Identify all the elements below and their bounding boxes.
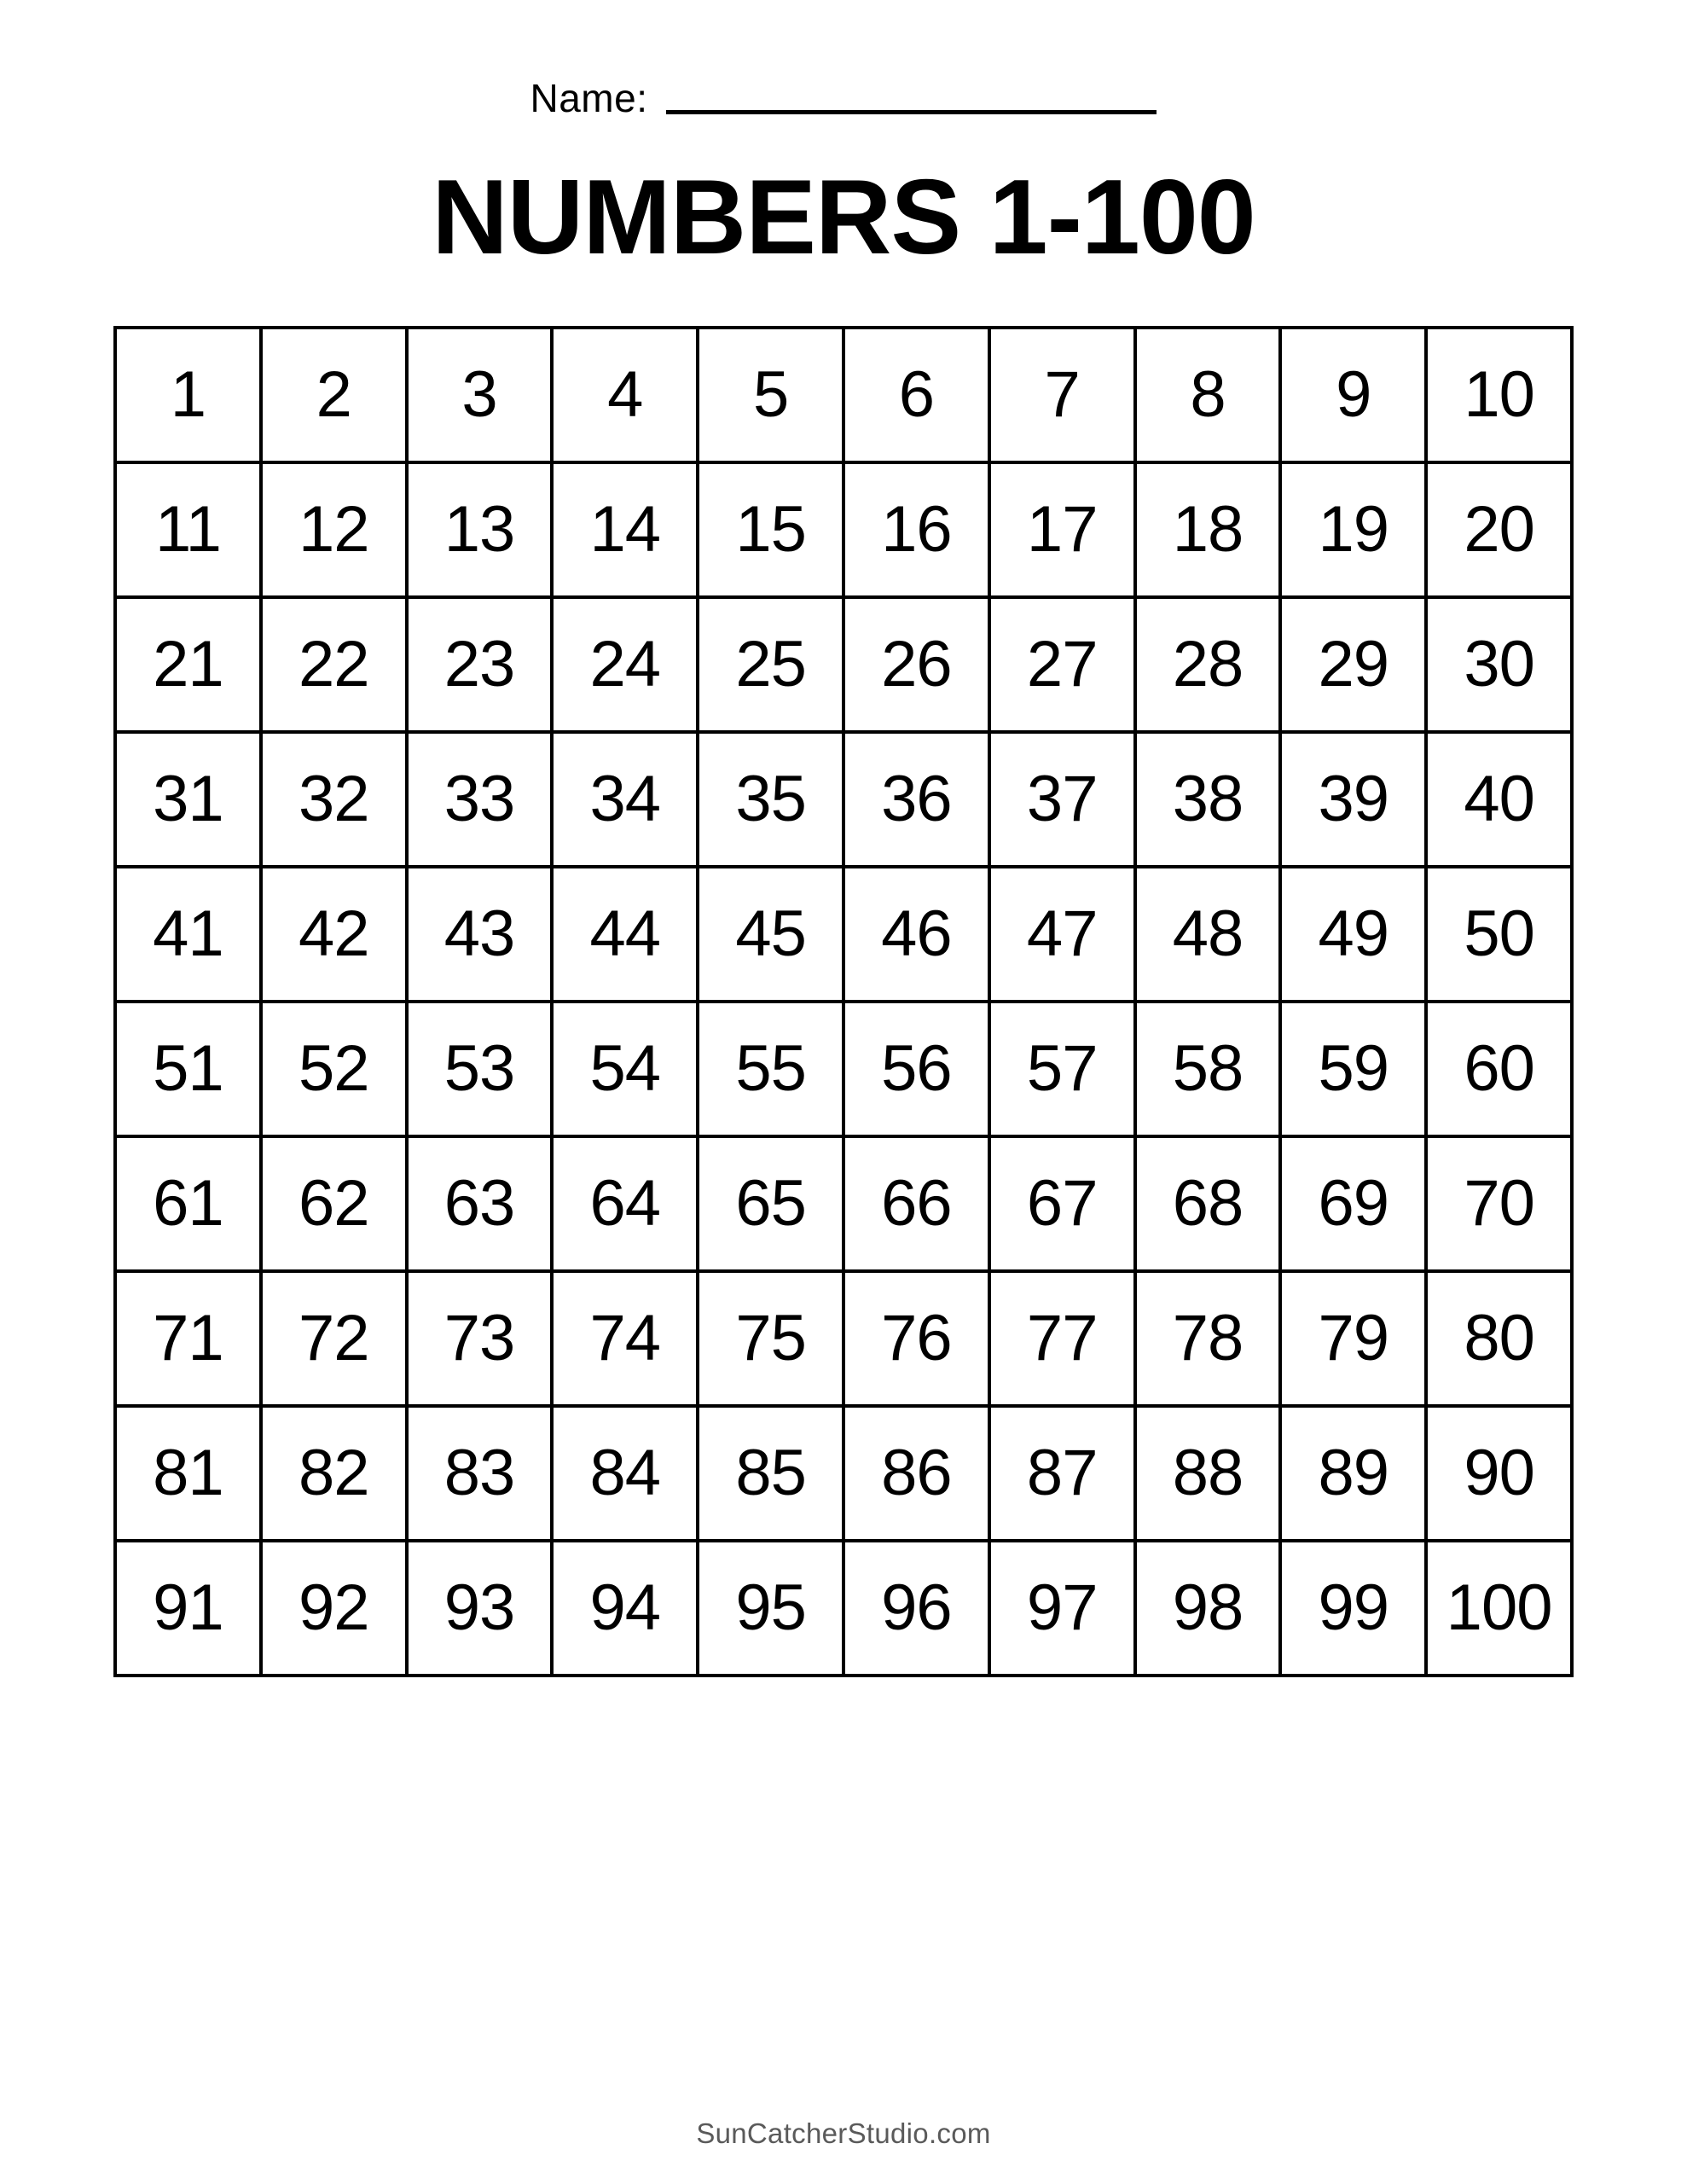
number-cell[interactable]: 10	[1426, 328, 1572, 462]
number-grid-container	[113, 326, 1574, 1677]
table-row	[115, 867, 1572, 1002]
number-cell[interactable]: 36	[844, 732, 989, 867]
number-cell[interactable]: 33	[407, 732, 553, 867]
number-cell[interactable]: 90	[1426, 1406, 1572, 1541]
number-cell[interactable]: 51	[115, 1002, 261, 1136]
number-cell[interactable]: 91	[115, 1541, 261, 1676]
number-cell[interactable]: 68	[1135, 1136, 1281, 1271]
number-cell[interactable]: 42	[261, 867, 407, 1002]
number-cell[interactable]: 9	[1280, 328, 1426, 462]
number-cell[interactable]: 44	[552, 867, 698, 1002]
number-cell[interactable]: 70	[1426, 1136, 1572, 1271]
number-cell[interactable]: 89	[1280, 1406, 1426, 1541]
number-cell[interactable]: 21	[115, 597, 261, 732]
number-cell[interactable]: 94	[552, 1541, 698, 1676]
number-cell[interactable]: 55	[698, 1002, 844, 1136]
number-cell[interactable]: 15	[698, 462, 844, 597]
number-cell[interactable]: 87	[989, 1406, 1135, 1541]
number-cell[interactable]: 38	[1135, 732, 1281, 867]
number-cell[interactable]: 23	[407, 597, 553, 732]
number-cell[interactable]: 43	[407, 867, 553, 1002]
number-cell[interactable]: 3	[407, 328, 553, 462]
number-cell[interactable]: 6	[844, 328, 989, 462]
number-cell[interactable]: 60	[1426, 1002, 1572, 1136]
number-grid	[113, 326, 1574, 1677]
number-cell[interactable]: 95	[698, 1541, 844, 1676]
number-cell[interactable]: 98	[1135, 1541, 1281, 1676]
number-cell[interactable]: 1	[115, 328, 261, 462]
number-cell[interactable]: 14	[552, 462, 698, 597]
number-cell[interactable]: 99	[1280, 1541, 1426, 1676]
number-cell[interactable]: 59	[1280, 1002, 1426, 1136]
number-cell[interactable]: 19	[1280, 462, 1426, 597]
number-cell[interactable]: 53	[407, 1002, 553, 1136]
number-cell[interactable]: 81	[115, 1406, 261, 1541]
number-cell[interactable]: 31	[115, 732, 261, 867]
number-cell[interactable]: 26	[844, 597, 989, 732]
page-title: NUMBERS 1-100	[432, 159, 1255, 276]
number-cell[interactable]: 67	[989, 1136, 1135, 1271]
number-cell[interactable]: 24	[552, 597, 698, 732]
number-cell[interactable]: 100	[1426, 1541, 1572, 1676]
table-row	[115, 597, 1572, 732]
number-cell[interactable]: 76	[844, 1271, 989, 1406]
table-row	[115, 1271, 1572, 1406]
number-cell[interactable]: 49	[1280, 867, 1426, 1002]
number-cell[interactable]: 16	[844, 462, 989, 597]
number-cell[interactable]: 93	[407, 1541, 553, 1676]
number-cell[interactable]: 61	[115, 1136, 261, 1271]
number-cell[interactable]: 92	[261, 1541, 407, 1676]
table-row	[115, 1002, 1572, 1136]
number-cell[interactable]: 17	[989, 462, 1135, 597]
number-cell[interactable]: 13	[407, 462, 553, 597]
table-row	[115, 328, 1572, 462]
number-cell[interactable]: 20	[1426, 462, 1572, 597]
number-cell[interactable]: 75	[698, 1271, 844, 1406]
number-cell[interactable]: 79	[1280, 1271, 1426, 1406]
table-row	[115, 462, 1572, 597]
number-cell[interactable]: 58	[1135, 1002, 1281, 1136]
name-field-row	[0, 61, 1687, 121]
number-cell[interactable]: 2	[261, 328, 407, 462]
number-cell[interactable]: 77	[989, 1271, 1135, 1406]
number-cell[interactable]: 27	[989, 597, 1135, 732]
number-cell[interactable]: 80	[1426, 1271, 1572, 1406]
number-cell[interactable]: 29	[1280, 597, 1426, 732]
number-cell[interactable]: 69	[1280, 1136, 1426, 1271]
number-cell[interactable]: 71	[115, 1271, 261, 1406]
number-cell[interactable]: 50	[1426, 867, 1572, 1002]
footer-credit: SunCatcherStudio.com	[696, 2117, 991, 2149]
number-cell[interactable]: 65	[698, 1136, 844, 1271]
number-cell[interactable]: 35	[698, 732, 844, 867]
number-cell[interactable]: 45	[698, 867, 844, 1002]
number-cell[interactable]: 18	[1135, 462, 1281, 597]
number-cell[interactable]: 11	[115, 462, 261, 597]
number-cell[interactable]: 64	[552, 1136, 698, 1271]
table-row	[115, 1136, 1572, 1271]
number-cell[interactable]: 83	[407, 1406, 553, 1541]
number-cell[interactable]: 96	[844, 1541, 989, 1676]
number-cell[interactable]: 97	[989, 1541, 1135, 1676]
number-cell[interactable]: 78	[1135, 1271, 1281, 1406]
number-cell[interactable]: 62	[261, 1136, 407, 1271]
table-row	[115, 1541, 1572, 1676]
number-cell[interactable]: 72	[261, 1271, 407, 1406]
number-cell[interactable]: 32	[261, 732, 407, 867]
number-cell[interactable]: 46	[844, 867, 989, 1002]
number-cell[interactable]: 8	[1135, 328, 1281, 462]
name-label: Name:	[530, 76, 648, 120]
number-cell[interactable]: 22	[261, 597, 407, 732]
number-cell[interactable]: 4	[552, 328, 698, 462]
number-cell[interactable]: 40	[1426, 732, 1572, 867]
table-row	[115, 732, 1572, 867]
number-cell[interactable]: 88	[1135, 1406, 1281, 1541]
number-cell[interactable]: 41	[115, 867, 261, 1002]
number-cell[interactable]: 52	[261, 1002, 407, 1136]
number-cell[interactable]: 39	[1280, 732, 1426, 867]
table-row	[115, 1406, 1572, 1541]
number-cell[interactable]: 56	[844, 1002, 989, 1136]
number-cell[interactable]: 34	[552, 732, 698, 867]
number-cell[interactable]: 37	[989, 732, 1135, 867]
number-cell[interactable]: 74	[552, 1271, 698, 1406]
number-cell[interactable]: 54	[552, 1002, 698, 1136]
number-cell[interactable]: 5	[698, 328, 844, 462]
number-cell[interactable]: 73	[407, 1271, 553, 1406]
number-cell[interactable]: 47	[989, 867, 1135, 1002]
number-cell[interactable]: 25	[698, 597, 844, 732]
number-cell[interactable]: 84	[552, 1406, 698, 1541]
number-cell[interactable]: 48	[1135, 867, 1281, 1002]
number-cell[interactable]: 28	[1135, 597, 1281, 732]
name-write-in-line[interactable]	[666, 110, 1157, 114]
number-cell[interactable]: 66	[844, 1136, 989, 1271]
number-cell[interactable]: 57	[989, 1002, 1135, 1136]
number-cell[interactable]: 12	[261, 462, 407, 597]
number-cell[interactable]: 86	[844, 1406, 989, 1541]
number-cell[interactable]: 63	[407, 1136, 553, 1271]
number-cell[interactable]: 85	[698, 1406, 844, 1541]
number-cell[interactable]: 82	[261, 1406, 407, 1541]
number-cell[interactable]: 30	[1426, 597, 1572, 732]
number-cell[interactable]: 7	[989, 328, 1135, 462]
